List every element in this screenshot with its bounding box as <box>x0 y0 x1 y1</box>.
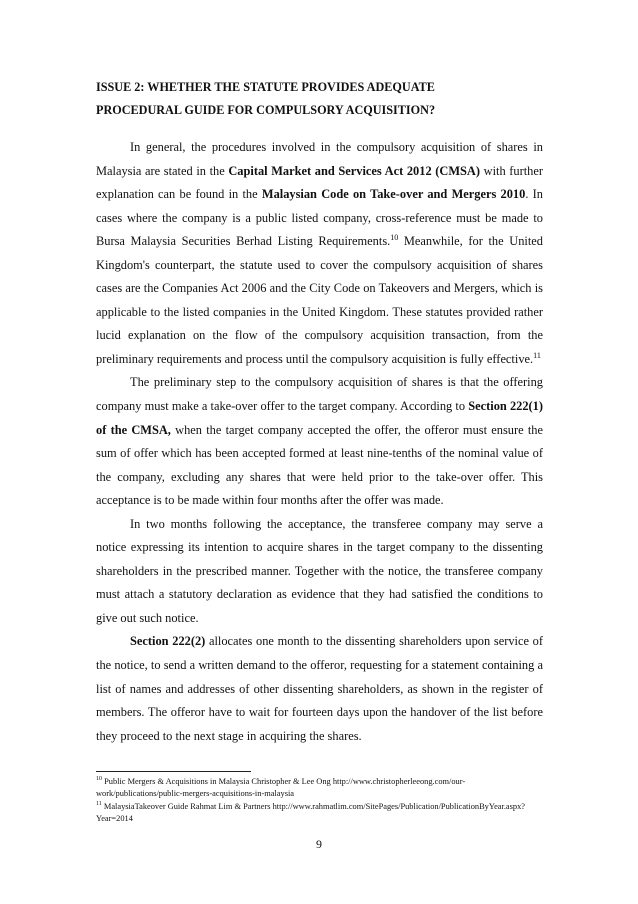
p1-text-4: Meanwhile, for the United Kingdom's counterpart, the statute used to cover the compulsory acquisition of shares cases are the Companies Act 2006 and the City Code on Takeovers and Mergers, which is applicable to the listed companies in the United Kingdom. These statutes provided rather lucid explanation on the flow of the compulsory acquisition transaction, from the preliminary requirements and process until the compulsory acquisition is fully effective. <box>96 234 543 366</box>
p1-bold-code: Malaysian Code on Take-over and Mergers 2010 <box>261 187 526 202</box>
p1-text-3: . In cases where the company is a public listed company, cross-reference must be made to Bursa Malaysia Securities Berhad Listing Requirements. <box>96 187 543 249</box>
paragraph-2 <box>96 371 543 512</box>
p2-text-2: when the target company accepted the offer, the offeror must ensure the sum of offer which has been accepted formed at least nine-tenths of the nominal value of the company, excluding any shares that were held prior to the take-over offer. This acceptance is to be made within four months after the offer was made. <box>96 422 543 508</box>
heading-line-2: PROCEDURAL GUIDE FOR COMPULSORY ACQUISITION? <box>96 103 436 117</box>
paragraph-3 <box>96 513 543 631</box>
footnote-divider <box>96 771 251 772</box>
p2-text-1: The preliminary step to the compulsory acquisition of shares is that the offering company must make a take-over offer to the target company. According to <box>96 375 543 414</box>
document-page <box>96 76 543 748</box>
p1-bold-cmsa: Capital Market and Services Act 2012 (CMSA) <box>228 163 480 178</box>
p3-text-1: In two months following the acceptance, the transferee company may serve a notice expressing its intention to acquire shares in the target company to the dissenting shareholders in the prescribed manner. Together with the notice, the transferee company must attach a statutory declaration as evidence that they had satisfied the conditions to give out such notice. <box>96 516 543 625</box>
paragraph-1 <box>96 136 543 371</box>
p4-bold-section: Section 222(2) <box>130 634 206 649</box>
footnote-11 <box>96 801 543 826</box>
footnote-number: 11 <box>96 801 102 808</box>
footnote-text: MalaysiaTakeover Guide Rahmat Lim & Partners http://www.rahmatlim.com/SitePages/Publication/PublicationByYear.aspx?Year=2014 <box>96 801 525 824</box>
p4-text-1: allocates one month to the dissenting shareholders upon service of the notice, to send a written demand to the offeror, requesting for a statement containing a list of names and addresses of other dissenting shareholders, as shown in the register of members. The offeror have to wait for fourteen days upon the handover of the list before they proceed to the next stage in acquiring the shares. <box>96 634 543 743</box>
footnote-ref-10[interactable]: 10 <box>390 233 399 243</box>
footnote-text: Public Mergers & Acquisitions in Malaysia Christopher & Lee Ong http://www.christopherleeong.com/our-work/publications/public-mergers-acquisitions-in-malaysia <box>96 777 466 799</box>
footnote-10 <box>96 776 543 801</box>
p2-bold-section: Section 222(1) of the CMSA, <box>96 399 543 437</box>
paragraph-4 <box>96 630 543 748</box>
p1-text-2: with further explanation can be found in the <box>96 163 543 202</box>
p1-text-1: In general, the procedures involved in the compulsory acquisition of shares in Malaysia are stated in the <box>96 140 543 178</box>
section-heading <box>96 76 543 122</box>
heading-line-1: ISSUE 2: WHETHER THE STATUTE PROVIDES ADEQUATE <box>96 80 435 94</box>
page-number: 9 <box>316 837 322 851</box>
footnote-ref-11[interactable]: 11 <box>533 350 541 360</box>
footnote-number: 10 <box>96 776 102 783</box>
footnotes <box>96 776 543 826</box>
